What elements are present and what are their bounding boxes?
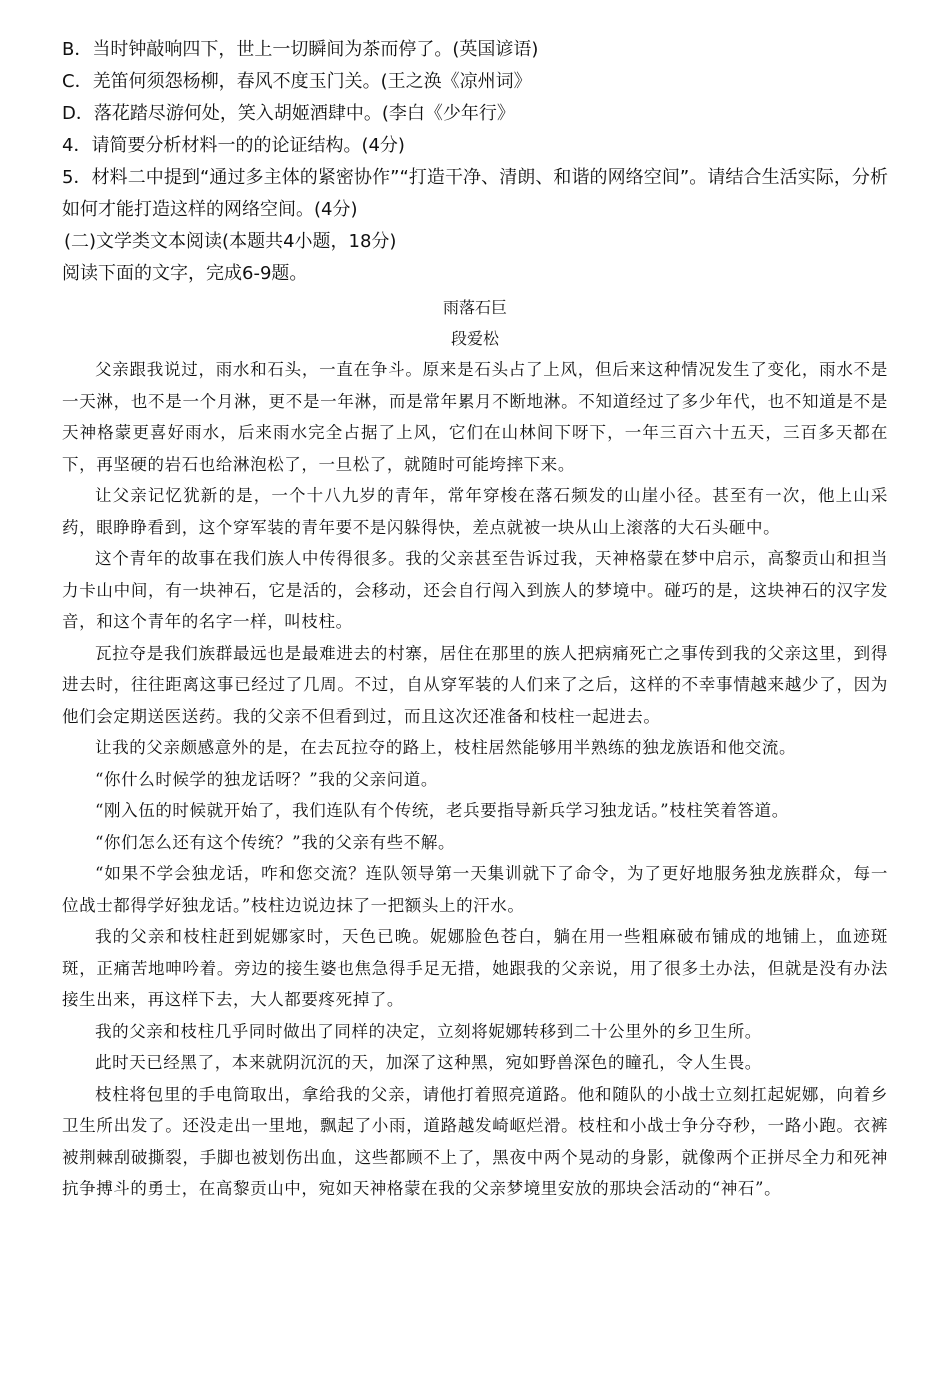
question-4: 4．请简要分析材料一的的论证结构。(4分) bbox=[62, 135, 405, 156]
option-b: B．当时钟敲响四下，世上一切瞬间为茶而停了。(英国谚语) bbox=[62, 39, 539, 60]
section-heading: (二)文学类文本阅读(本题共4小题，18分) bbox=[64, 231, 397, 252]
story-title: 雨落石巨 bbox=[442, 298, 507, 317]
story-dialogue: “你什么时候学的独龙话呀？”我的父亲问道。 bbox=[95, 769, 438, 789]
story-paragraph: 瓦拉夺是我们族群最远也是最难进去的村寨，居住在那里的族人把病痛死亡之事传到我的父亲这里，到得进去时，往往距离这事已经过了几周。不过，自从穿军装的人们来了之后，这样的不幸事情越来越少了，因为他们会定期送医送药。我的父亲不但看到过，而且这次还准备和枝柱一起进去。 bbox=[62, 643, 888, 726]
story-dialogue: “刚入伍的时候就开始了，我们连队有个传统，老兵要指导新兵学习独龙话。”枝柱笑着答道。 bbox=[95, 801, 789, 820]
story-paragraph: 枝柱将包里的手电筒取出，拿给我的父亲，请他打着照亮道路。他和随队的小战士立刻扛起妮娜，向着乡卫生所出发了。还没走出一里地，飘起了小雨，道路越发崎岖烂滑。枝柱和小战士争分夺秒，一路小跑。衣裤被荆棘刮破撕裂，手脚也被划伤出血，这些都顾不上了，黑夜中两个晃动的身影，就像两个正拼尽全力和死神抗争搏斗的勇士，在高黎贡山中，宛如天神格蒙在我的父亲梦境里安放的那块会活动的“神石”。 bbox=[62, 1084, 888, 1198]
story-paragraph: 此时天已经黑了，本来就阴沉沉的天，加深了这种黑，宛如野兽深色的瞳孔，令人生畏。 bbox=[95, 1053, 762, 1072]
story-author: 段爱松 bbox=[450, 329, 499, 348]
option-c: C．羌笛何须怨杨柳，春风不度玉门关。(王之涣《凉州词》 bbox=[62, 71, 532, 92]
story-paragraph: 让父亲记忆犹新的是，一个十八九岁的青年，常年穿梭在落石频发的山崖小径。甚至有一次，他上山采药，眼睁睁看到，这个穿军装的青年要不是闪躲得快，差点就被一块从山上滚落的大石头砸中。 bbox=[62, 486, 888, 537]
story-paragraph: 我的父亲和枝柱几乎同时做出了同样的决定，立刻将妮娜转移到二十公里外的乡卫生所。 bbox=[95, 1021, 762, 1041]
document-page bbox=[62, 34, 888, 1205]
story-dialogue: “如果不学会独龙话，咋和您交流？连队领导第一天集训就下了命令，为了更好地服务独龙族群众，每一位战士都得学好独龙话。”枝柱边说边抹了一把额头上的汗水。 bbox=[62, 864, 888, 915]
reading-instruction: 阅读下面的文字，完成6-9题。 bbox=[62, 263, 308, 284]
story-body bbox=[62, 354, 888, 1205]
story-paragraph: 这个青年的故事在我们族人中传得很多。我的父亲甚至告诉过我，天神格蒙在梦中启示，高黎贡山和担当力卡山中间，有一块神石，它是活的，会移动，还会自行闯入到族人的梦境中。碰巧的是，这块神石的汉字发音，和这个青年的名字一样，叫枝柱。 bbox=[62, 549, 888, 631]
story-paragraph: 让我的父亲颇感意外的是，在去瓦拉夺的路上，枝柱居然能够用半熟练的独龙族语和他交流。 bbox=[95, 738, 797, 757]
option-d: D．落花踏尽游何处，笑入胡姬酒肆中。(李白《少年行》 bbox=[62, 103, 515, 124]
story-dialogue: “你们怎么还有这个传统？”我的父亲有些不解。 bbox=[95, 832, 456, 852]
question-5: 5．材料二中提到“通过多主体的紧密协作”“打造干净、清朗、和谐的网络空间”。请结合生活实际，分析如何才能打造这样的网络空间。(4分) bbox=[62, 167, 888, 220]
story-paragraph: 我的父亲和枝柱赶到妮娜家时，天色已晚。妮娜脸色苍白，躺在用一些粗麻破布铺成的地铺上，血迹斑斑，正痛苦地呻吟着。旁边的接生婆也焦急得手足无措，她跟我的父亲说，用了很多土办法，但就是没有办法接生出来，再这样下去，大人都要疼死掉了。 bbox=[62, 927, 888, 1009]
story-paragraph: 父亲跟我说过，雨水和石头，一直在争斗。原来是石头占了上风，但后来这种情况发生了变化，雨水不是一天淋，也不是一个月淋，更不是一年淋，而是常年累月不断地淋。不知道经过了多少年代，也不知道是不是天神格蒙更喜好雨水，后来雨水完全占据了上风，它们在山林间下呀下，一年三百六十五天，三百多天都在下，再坚硬的岩石也给淋泡松了，一旦松了，就随时可能垮摔下来。 bbox=[62, 360, 888, 474]
